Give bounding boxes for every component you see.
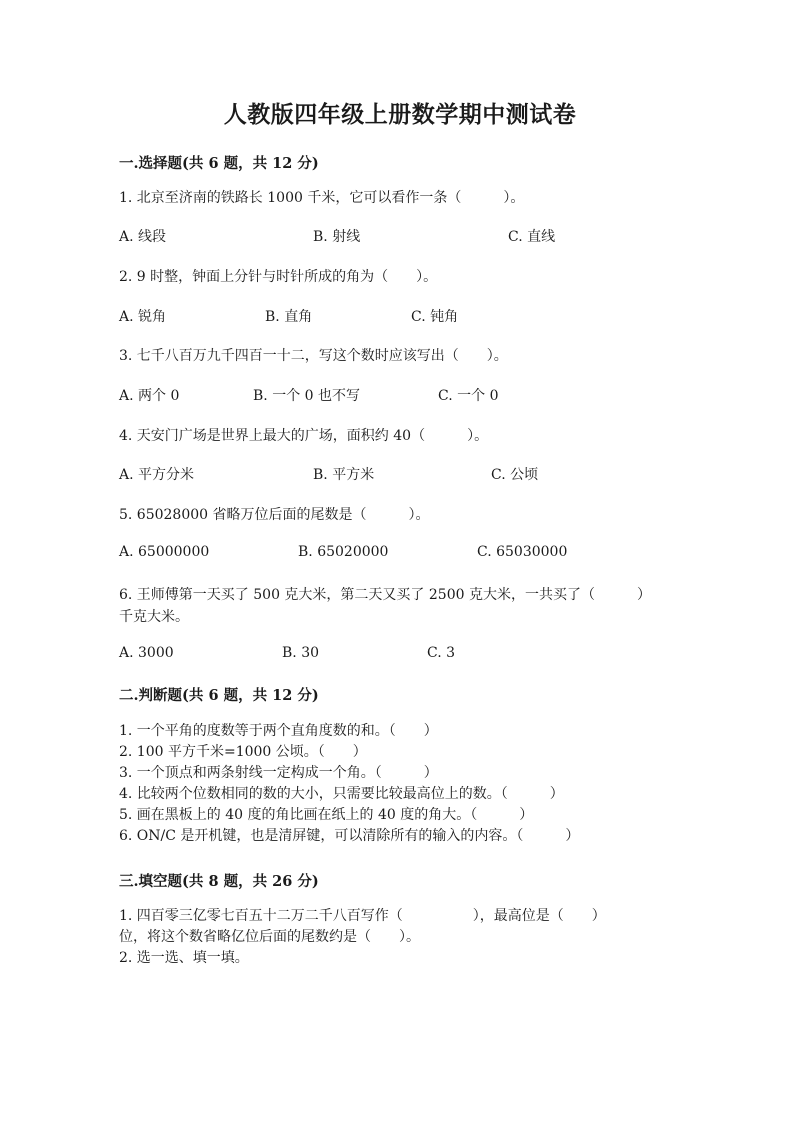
question-6: 6. 王师傅第一天买了 500 克大米，第二天又买了 2500 克大米，一共买了（ ）千克大米。 <box>119 587 644 625</box>
option-c: C. 直线 <box>508 229 556 245</box>
option-c: C. 钝角 <box>411 309 459 325</box>
option-b: B. 平方米 <box>313 467 375 483</box>
option-c: C. 一个 0 <box>438 388 499 404</box>
section-heading-judge: 二.判断题(共 6 题，共 12 分) <box>119 687 319 704</box>
question-4: 4. 天安门广场是世界上最大的广场，面积约 40（ ）。 <box>119 428 489 444</box>
option-b: B. 30 <box>282 645 320 661</box>
list-item: 6. ON/C 是开机键，也是清屏键，可以清除所有的输入的内容。（ ） <box>119 828 580 844</box>
list-item: 位，将这个数省略亿位后面的尾数约是（ ）。 <box>119 929 420 945</box>
list-item: 4. 比较两个位数相同的数的大小，只需要比较最高位上的数。（ ） <box>119 786 564 802</box>
option-c: C. 65030000 <box>477 544 568 560</box>
question-1: 1. 北京至济南的铁路长 1000 千米，它可以看作一条（ ）。 <box>119 190 525 206</box>
option-a: A. 两个 0 <box>119 388 180 404</box>
option-a: A. 线段 <box>119 229 167 245</box>
question-3: 3. 七千八百万九千四百一十二，写这个数时应该写出（ ）。 <box>119 348 508 364</box>
option-a: A. 锐角 <box>119 309 167 325</box>
judge-list <box>119 721 579 847</box>
list-item: 1. 四百零三亿零七百五十二万二千八百写作（ ），最高位是（ ） <box>119 908 606 924</box>
list-item: 3. 一个顶点和两条射线一定构成一个角。（ ） <box>119 765 438 781</box>
section-heading-choice: 一.选择题(共 6 题，共 12 分) <box>119 155 319 172</box>
page-title: 人教版四年级上册数学期中测试卷 <box>223 101 577 128</box>
option-a: A. 65000000 <box>119 544 210 560</box>
question-5: 5. 65028000 省略万位后面的尾数是（ ）。 <box>119 507 430 523</box>
list-item: 2. 选一选、填一填。 <box>119 950 249 966</box>
section-heading-fill: 三.填空题(共 8 题，共 26 分) <box>119 873 319 890</box>
option-b: B. 射线 <box>313 229 361 245</box>
option-c: C. 3 <box>427 645 456 661</box>
list-item: 5. 画在黑板上的 40 度的角比画在纸上的 40 度的角大。（ ） <box>119 807 534 823</box>
option-b: B. 65020000 <box>298 544 389 560</box>
option-b: B. 直角 <box>265 309 313 325</box>
fill-list <box>119 906 606 969</box>
option-b: B. 一个 0 也不写 <box>253 388 360 404</box>
list-item: 1. 一个平角的度数等于两个直角度数的和。（ ） <box>119 723 438 739</box>
list-item: 2. 100 平方千米=1000 公顷。（ ） <box>119 744 367 760</box>
option-c: C. 公顷 <box>491 467 539 483</box>
option-a: A. 3000 <box>119 645 174 661</box>
question-2: 2. 9 时整，钟面上分针与时针所成的角为（ ）。 <box>119 269 438 285</box>
option-a: A. 平方分米 <box>119 467 195 483</box>
